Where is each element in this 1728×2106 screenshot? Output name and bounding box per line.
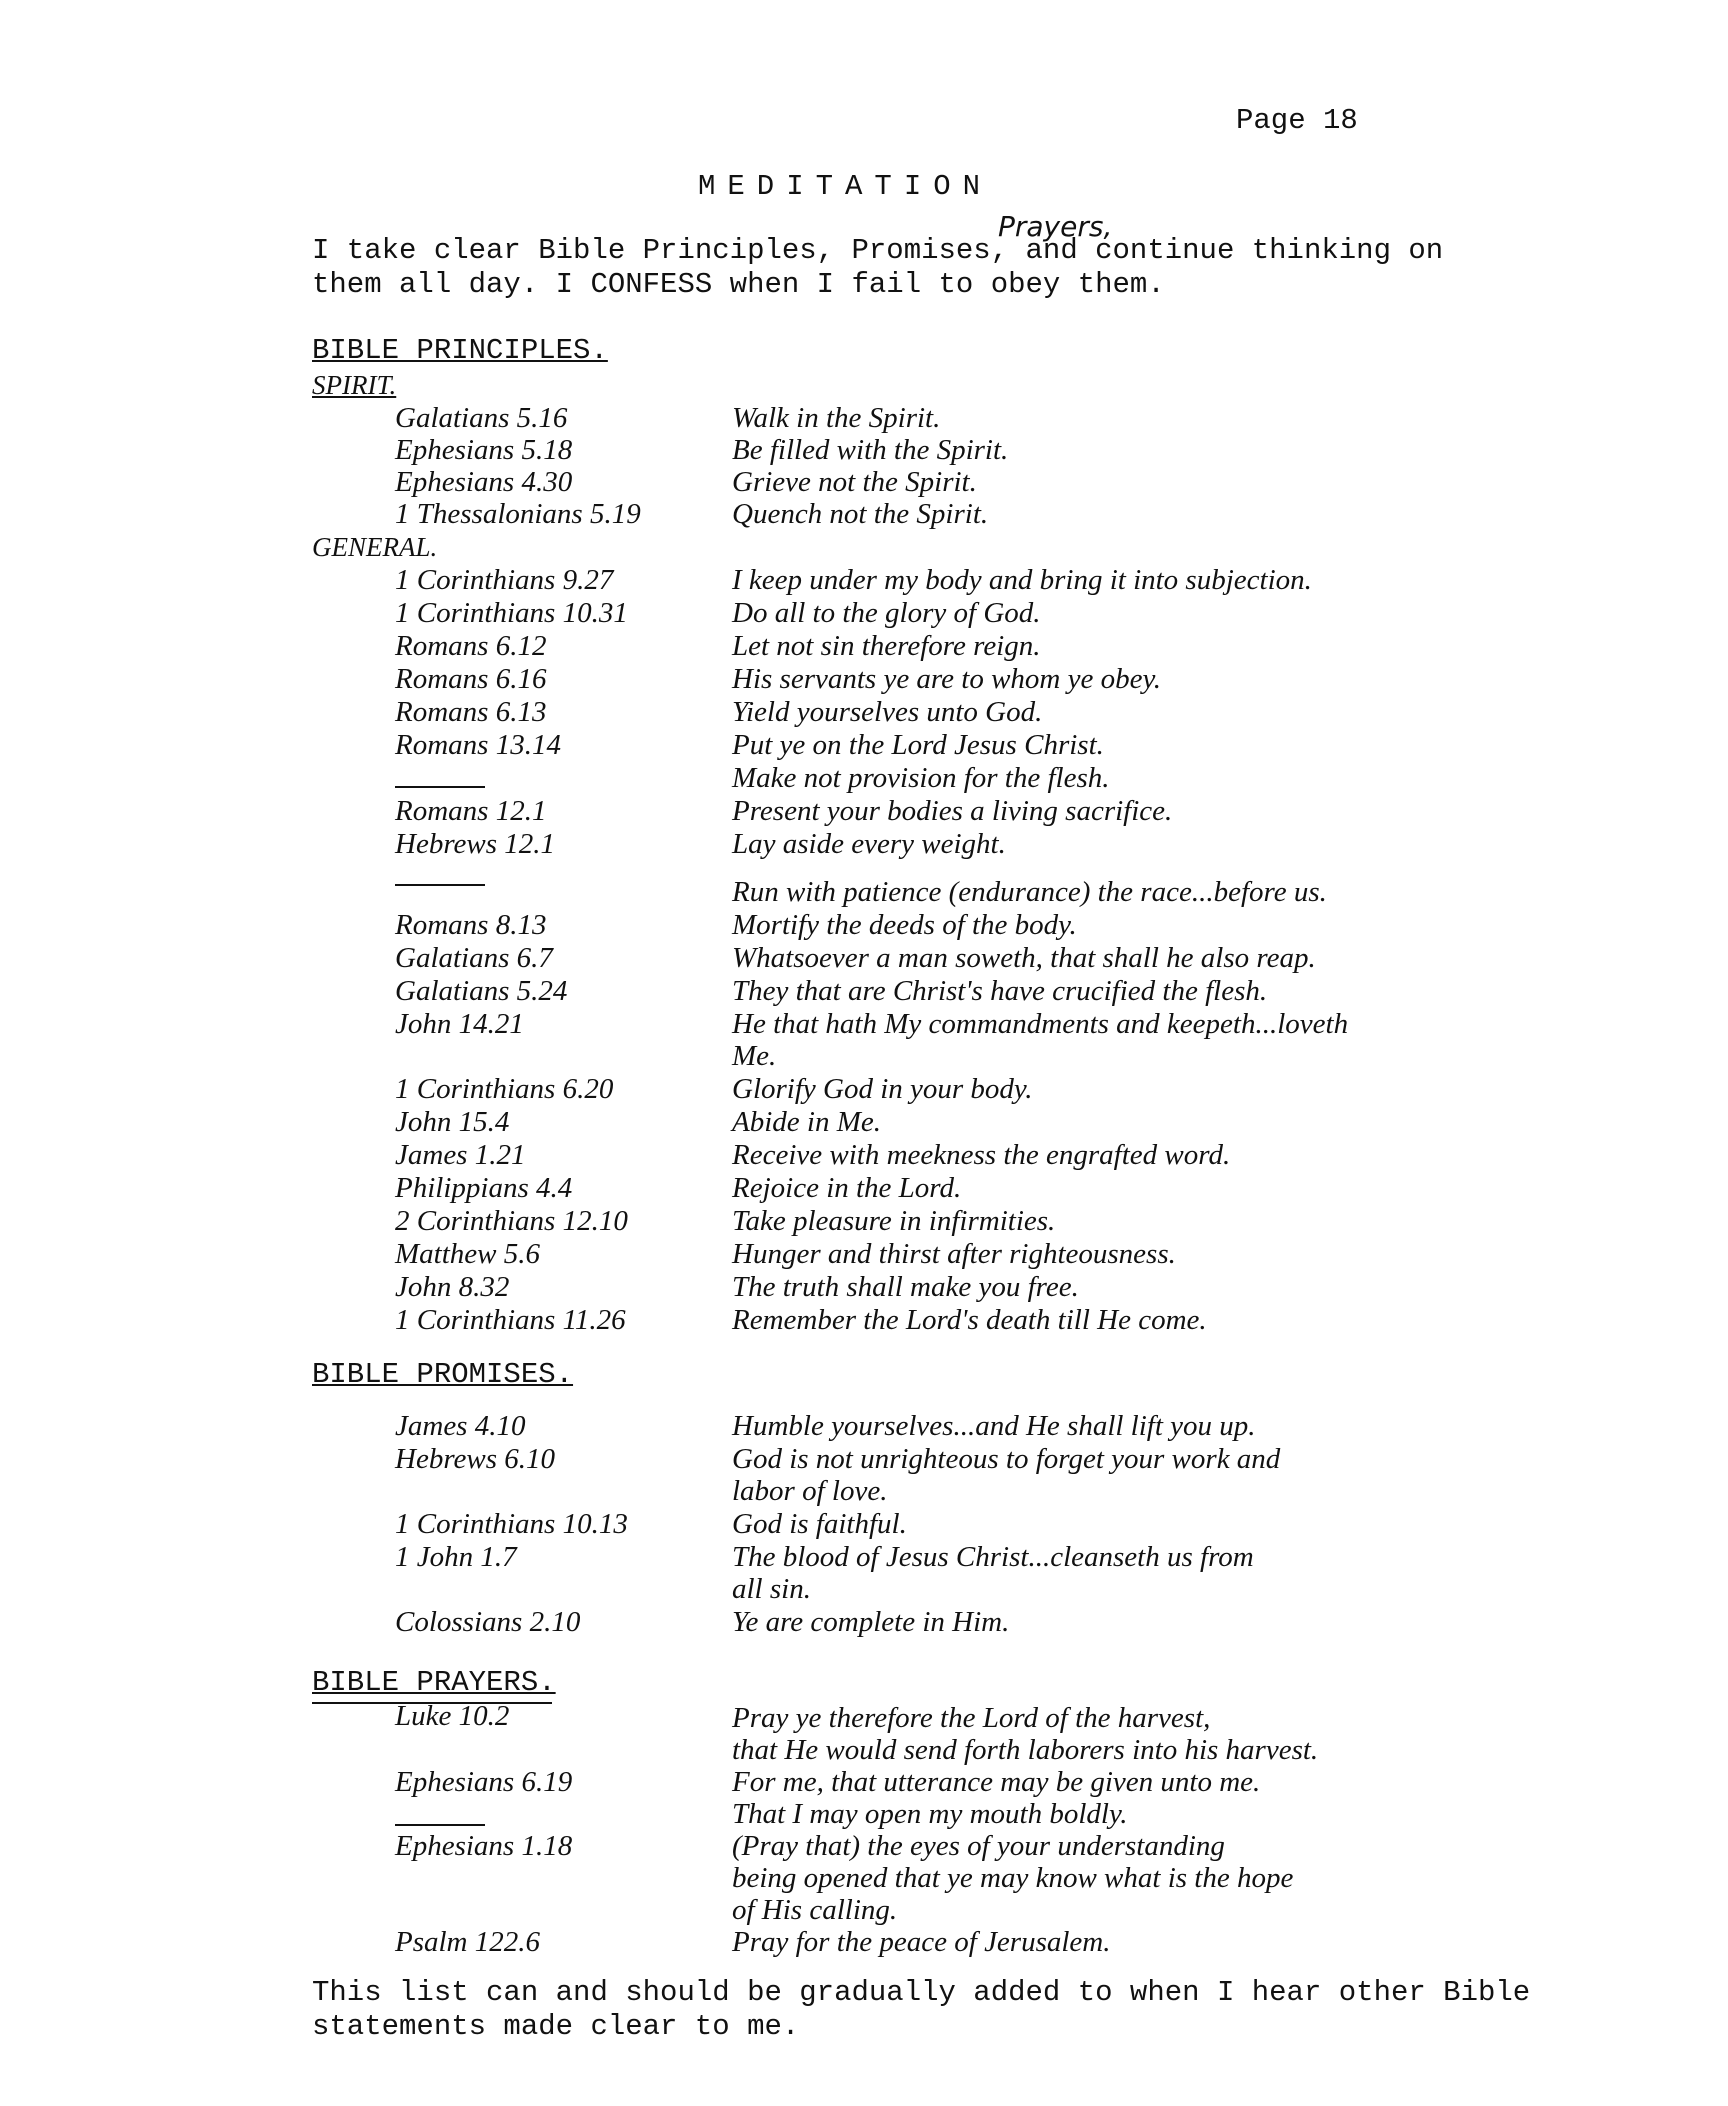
verse-text: Rejoice in the Lord. [732,1172,962,1204]
closing-paragraph [312,1976,1530,2044]
verse-ref: Romans 13.14 [395,729,561,761]
verse-ref: Philippians 4.4 [395,1172,573,1204]
verse-text: Humble yourselves...and He shall lift you up. [732,1410,1256,1442]
verse-ref: Matthew 5.6 [395,1238,540,1270]
closing-line: This list can and should be gradually added to when I hear other Bible [312,1976,1531,2009]
verse-text: Remember the Lord's death till He come. [732,1304,1207,1336]
verse-text: He that hath My commandments and keepeth...loveth [732,1008,1349,1040]
verse-text: Grieve not the Spirit. [732,466,977,498]
verse-text: Glorify God in your body. [732,1073,1033,1105]
verse-text-continued: of His calling. [732,1894,898,1926]
verse-text: Whatsoever a man soweth, that shall he also reap. [732,942,1316,974]
ditto-blank [395,786,485,788]
verse-text: Hunger and thirst after righteousness. [732,1238,1176,1270]
intro-line: I take clear Bible Principles, Promises, and continue thinking on [312,234,1444,267]
verse-ref: 2 Corinthians 12.10 [395,1205,628,1237]
verse-text: Quench not the Spirit. [732,498,989,530]
page-title: MEDITATION [698,170,993,203]
verse-text: That I may open my mouth boldly. [732,1798,1128,1830]
verse-ref: John 8.32 [395,1271,510,1303]
verse-ref: Ephesians 5.18 [395,434,573,466]
verse-ref: John 14.21 [395,1008,524,1040]
promises-heading: BIBLE PROMISES. [312,1358,574,1391]
verse-text: For me, that utterance may be given unto me. [732,1766,1261,1798]
verse-ref: Ephesians 4.30 [395,466,573,498]
verse-text-continued: labor of love. [732,1475,888,1507]
verse-ref: 1 Thessalonians 5.19 [395,498,641,530]
ditto-blank [395,1824,485,1826]
verse-ref: 1 Corinthians 11.26 [395,1304,626,1336]
verse-ref: Galatians 5.24 [395,975,568,1007]
prayers-heading: BIBLE PRAYERS. [312,1666,556,1699]
verse-ref: Romans 6.13 [395,696,547,728]
verse-text: The truth shall make you free. [732,1271,1079,1303]
intro-paragraph [312,234,1443,302]
verse-ref: Hebrews 6.10 [395,1443,556,1475]
verse-text: Be filled with the Spirit. [732,434,1009,466]
verse-text-continued: being opened that ye may know what is the hope [732,1862,1294,1894]
general-subheading: GENERAL. [312,532,438,562]
verse-ref: 1 Corinthians 9.27 [395,564,614,596]
verse-ref: Ephesians 1.18 [395,1830,573,1862]
verse-text: Let not sin therefore reign. [732,630,1041,662]
verse-ref: Hebrews 12.1 [395,828,556,860]
verse-ref: 1 John 1.7 [395,1541,517,1573]
verse-ref: Psalm 122.6 [395,1926,540,1958]
verse-ref: Romans 8.13 [395,909,547,941]
verse-text-continued: all sin. [732,1573,811,1605]
verse-ref: Romans 6.12 [395,630,547,662]
verse-text: Run with patience (endurance) the race...before us. [732,876,1327,908]
verse-text: Walk in the Spirit. [732,402,941,434]
verse-text-continued: that He would send forth laborers into his harvest. [732,1734,1319,1766]
verse-ref: Luke 10.2 [395,1700,510,1732]
verse-text: Abide in Me. [732,1106,881,1138]
verse-text: God is faithful. [732,1508,907,1540]
verse-ref: Ephesians 6.19 [395,1766,573,1798]
verse-ref: Romans 6.16 [395,663,547,695]
verse-ref: James 1.21 [395,1139,526,1171]
verse-text: Lay aside every weight. [732,828,1006,860]
verse-text: Pray ye therefore the Lord of the harvest, [732,1702,1211,1734]
verse-text: Take pleasure in infirmities. [732,1205,1056,1237]
verse-ref: James 4.10 [395,1410,526,1442]
verse-text: Do all to the glory of God. [732,597,1041,629]
verse-ref: John 15.4 [395,1106,510,1138]
verse-text: Mortify the deeds of the body. [732,909,1077,941]
principles-heading: BIBLE PRINCIPLES. [312,334,608,367]
verse-text-continued: Me. [732,1040,777,1072]
verse-text: Present your bodies a living sacrifice. [732,795,1173,827]
spirit-subheading: SPIRIT. [312,370,397,400]
verse-text: Yield yourselves unto God. [732,696,1043,728]
verse-text: Ye are complete in Him. [732,1606,1010,1638]
closing-line: statements made clear to me. [312,2010,800,2043]
verse-text: God is not unrighteous to forget your work and [732,1443,1281,1475]
verse-ref: Colossians 2.10 [395,1606,581,1638]
verse-ref: Romans 12.1 [395,795,547,827]
verse-text: They that are Christ's have crucified the flesh. [732,975,1268,1007]
ditto-blank [395,884,485,886]
verse-text: The blood of Jesus Christ...cleanseth us from [732,1541,1254,1573]
handwritten-insert: Prayers, [998,210,1113,243]
verse-ref: 1 Corinthians 10.13 [395,1508,628,1540]
verse-text: Receive with meekness the engrafted word. [732,1139,1231,1171]
verse-ref: Galatians 6.7 [395,942,553,974]
verse-ref: 1 Corinthians 6.20 [395,1073,614,1105]
verse-text: I keep under my body and bring it into subjection. [732,564,1312,596]
verse-text: His servants ye are to whom ye obey. [732,663,1161,695]
verse-ref: Galatians 5.16 [395,402,568,434]
verse-text: Put ye on the Lord Jesus Christ. [732,729,1104,761]
verse-text: Pray for the peace of Jerusalem. [732,1926,1111,1958]
page-number: Page 18 [1236,104,1358,137]
verse-text: Make not provision for the flesh. [732,762,1110,794]
intro-line: them all day. I CONFESS when I fail to obey them. [312,268,1165,301]
verse-text: (Pray that) the eyes of your understanding [732,1830,1225,1862]
verse-ref: 1 Corinthians 10.31 [395,597,628,629]
